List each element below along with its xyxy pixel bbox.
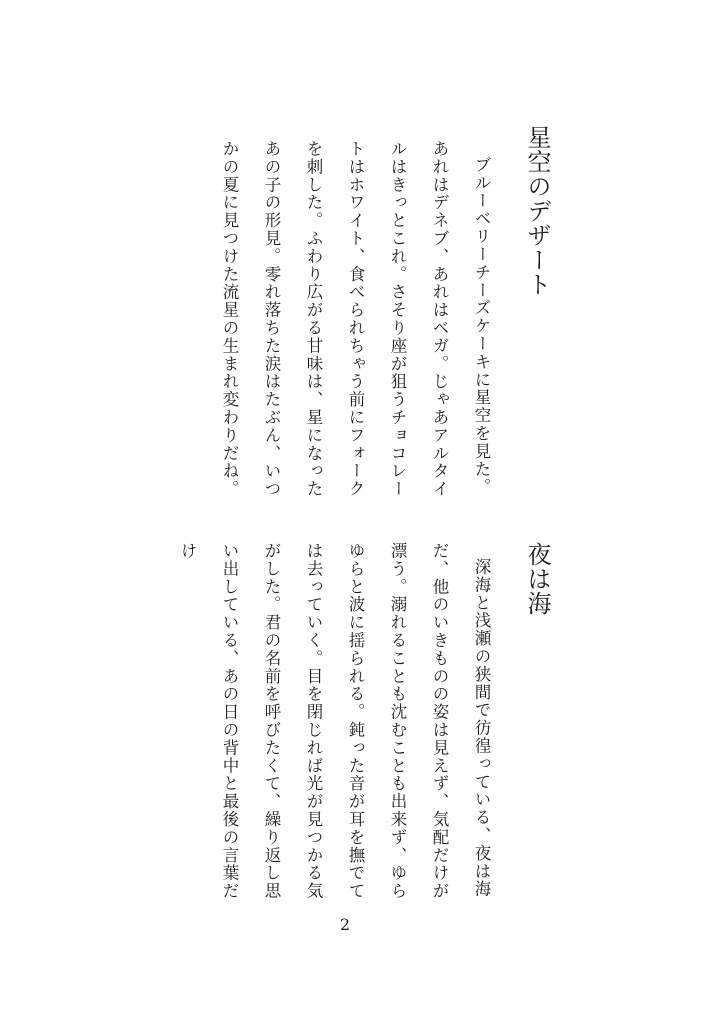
story-line: トはホワイト、食べられちゃう前にフォーク [346, 140, 365, 498]
story-line: 漂う。溺れることも沈むことも出来ず、ゆら [388, 542, 407, 900]
story-line: あれはデネブ、あれはベガ。じゃあアルタイ [430, 140, 449, 498]
story-line: け [178, 542, 197, 560]
story-line: がした。君の名前を呼びたくて、繰り返し思 [262, 542, 281, 900]
story-line: ルはきっとこれ。さそり座が狙うチョコレー [388, 140, 407, 498]
story-line: ブルーベリーチーズケーキに星空を見た。 [472, 156, 491, 497]
story-line: 深海と浅瀬の狭間で彷徨っている、夜は海 [472, 558, 491, 899]
story-title-stardust-dessert: 星空のデザート [523, 125, 551, 297]
story-body-night-is-sea [166, 542, 502, 902]
story-line: だ、他のいきものの姿は見えず、気配だけが [430, 542, 449, 900]
story-line: かの夏に見つけた流星の生まれ変わりだね。 [220, 140, 239, 498]
story-title-night-is-sea: 夜は海 [523, 542, 551, 616]
story-line: は去っていく。目を閉じれば光が見つかる気 [304, 542, 323, 900]
story-body-stardust-dessert [208, 140, 502, 500]
story-line: あの子の形見。零れ落ちた涙はたぶん、いつ [262, 140, 281, 498]
story-line: を刺した。ふわり広がる甘味は、星になった [304, 140, 323, 498]
story-line: い出している、あの日の背中と最後の言葉だ [220, 542, 239, 900]
story-line: ゆらと波に揺られる。鈍った音が耳を撫でて [346, 542, 365, 900]
page-number: 2 [339, 915, 351, 934]
